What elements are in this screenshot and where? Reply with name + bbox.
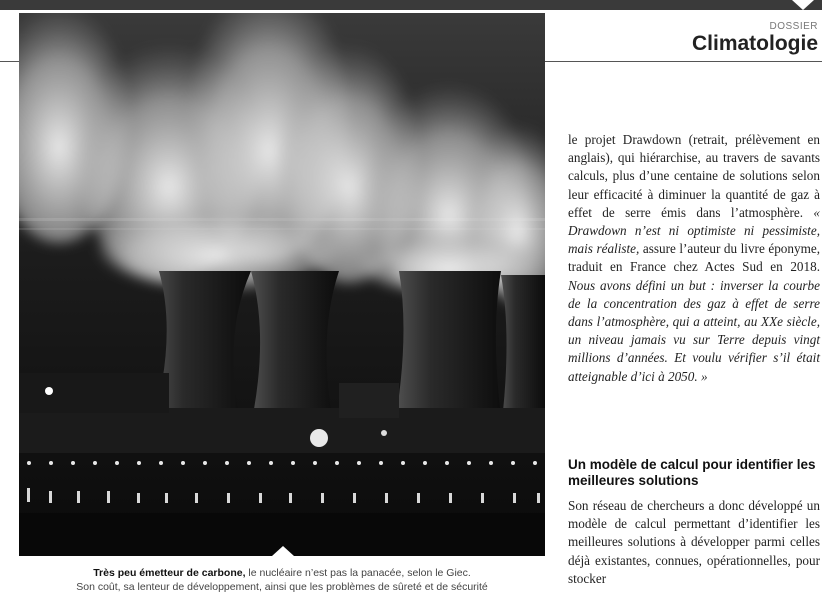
article-paragraph-1b: assure l’auteur du livre éponyme, traduit en France chez Actes Sud en 2018.: [568, 241, 820, 275]
header-rule-left: [0, 61, 19, 62]
caption-line-2: Son coût, sa lenteur de développement, ainsi que les problèmes de sûreté et de sécurité: [76, 581, 488, 593]
article-body: [568, 131, 820, 386]
caption-lead: Très peu émetteur de carbone,: [93, 567, 246, 579]
caption-line-1: [19, 566, 545, 580]
article-paragraph-2: Son réseau de chercheurs a donc développé un modèle de calcul permettant d’identifier les meilleures solutions à développer parmi celles déjà existantes, connues, opérationnelles, pour stocker: [568, 498, 820, 586]
top-bar: [0, 0, 822, 10]
top-bar-notch: [792, 0, 814, 10]
caption-notch: [272, 546, 294, 556]
article-quote-2: Nous avons défini un but : inverser la courbe de la concentration des gaz à effet de serre dans l’atmosphère, qui a atteint, au XXe siècle, un niveau jamais vu sur Terre depuis vingt millions d’années. Et voulu vérifier s’il était atteignable d’ici à 2050. »: [568, 277, 820, 384]
header-rule-right: [545, 61, 822, 62]
photo-illustration: [19, 13, 545, 556]
article-paragraph-1a: le projet Drawdown (retrait, prélèvement en anglais), qui hiérarchise, au travers de savants calculs, plus d’une centaine de solutions selon leur efficacité à diminuer la quantité de gaz à effet de serre émis dans l’atmosphère.: [568, 132, 820, 220]
article-subheading: Un modèle de calcul pour identifier les meilleures solutions: [568, 457, 816, 488]
photo-caption: [19, 566, 545, 594]
article-quote-1: « Drawdown n’est ni optimiste ni pessimiste, mais réaliste,: [568, 204, 820, 257]
section-title: Climatologie: [691, 32, 818, 55]
cooling-towers-photo: [19, 13, 545, 556]
section-kicker: DOSSIER: [769, 21, 818, 32]
caption-line-1-rest: le nucléaire n’est pas la panacée, selon le Giec.: [245, 567, 471, 579]
